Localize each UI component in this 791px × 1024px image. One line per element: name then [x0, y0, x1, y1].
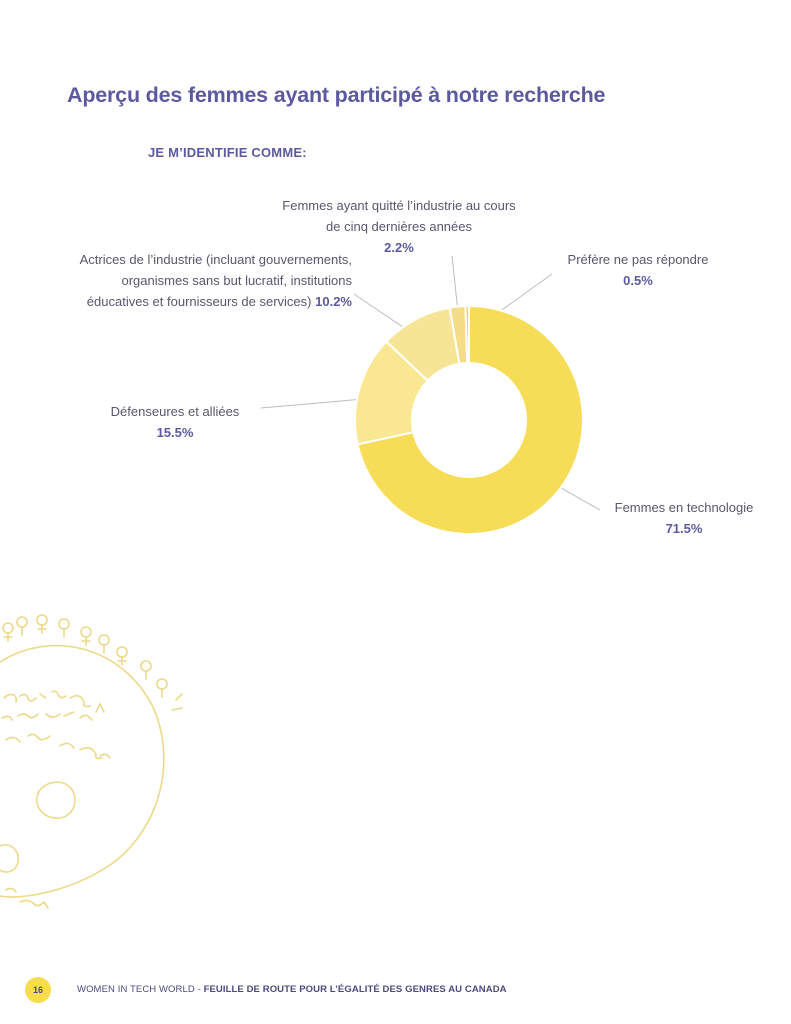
- label-women-in-tech-value: 71.5%: [665, 521, 703, 536]
- label-no-answer-value: 0.5%: [623, 273, 653, 288]
- label-industry-line3: éducatives et fournisseurs de services): [86, 294, 312, 309]
- slice-no-answer: [465, 306, 469, 363]
- label-industry-actors: [30, 249, 352, 312]
- label-industry-value: 10.2%: [315, 294, 352, 309]
- label-industry-line2: organismes sans but lucratif, institutions: [121, 273, 352, 288]
- footer-text: [77, 984, 507, 995]
- label-women-in-tech: [598, 497, 770, 539]
- globe-doodle-illustration: [0, 600, 200, 930]
- footer-doc-title: FEUILLE DE ROUTE POUR L’ÉGALITÉ DES GENRES AU CANADA: [203, 984, 507, 995]
- label-industry-line1: Actrices de l’industrie (incluant gouvernements,: [79, 252, 352, 267]
- label-allies: [95, 401, 255, 443]
- page-title: Aperçu des femmes ayant participé à notre recherche: [67, 83, 606, 107]
- label-allies-value: 15.5%: [156, 425, 194, 440]
- label-no-answer-text: Préfère ne pas répondre: [567, 252, 709, 267]
- label-no-answer: [548, 249, 728, 291]
- footer-brand: WOMEN IN TECH WORLD -: [77, 984, 204, 995]
- label-left-industry-line2: de cinq dernières années: [326, 219, 472, 234]
- chart-subtitle: JE M’IDENTIFIE COMME:: [148, 145, 307, 160]
- page-number-badge: 16: [25, 977, 51, 1003]
- label-left-industry-value: 2.2%: [384, 240, 414, 255]
- label-left-industry-line1: Femmes ayant quitté l’industrie au cours: [282, 198, 516, 213]
- label-allies-text: Défenseures et alliées: [110, 404, 240, 419]
- label-women-in-tech-text: Femmes en technologie: [614, 500, 754, 515]
